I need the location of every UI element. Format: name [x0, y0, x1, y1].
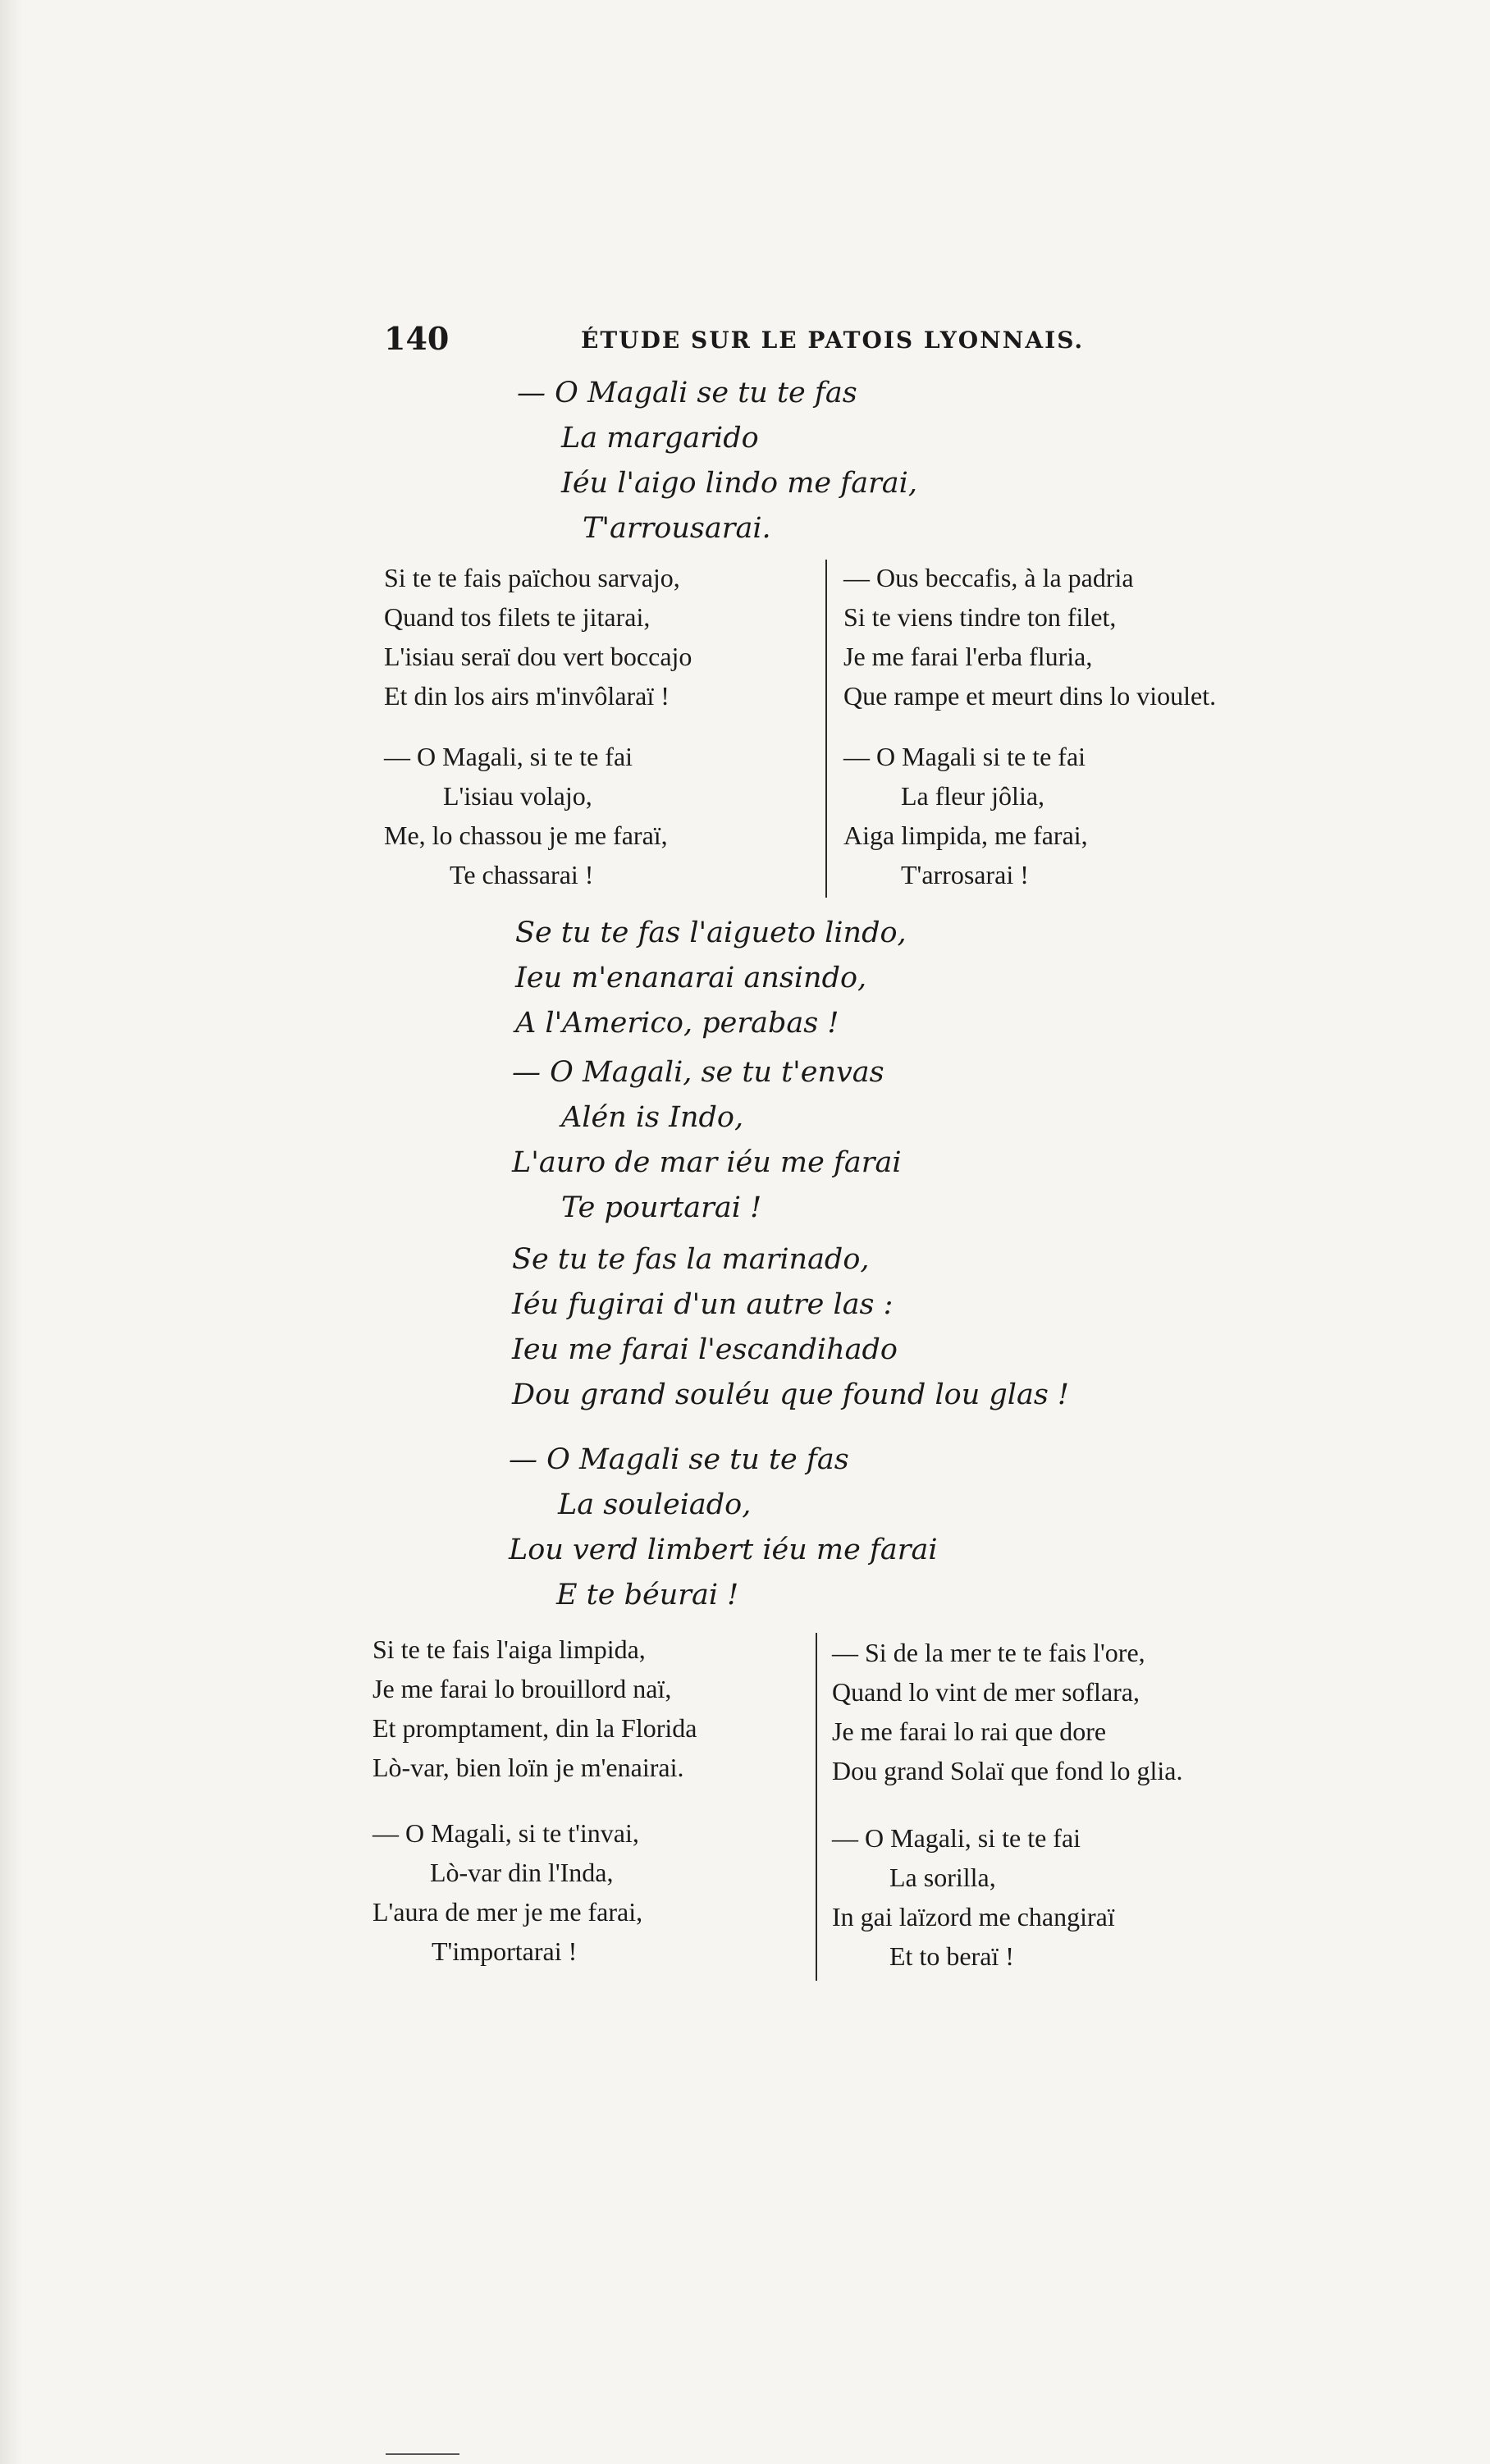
stanza-italic-3 [512, 1050, 902, 1231]
stanza-right-3 [832, 1633, 1182, 1790]
verse-line: T'arrousarai. [583, 512, 771, 545]
stanza-italic-1 [517, 371, 917, 551]
verse-line: Je me farai l'erba fluria, [843, 642, 1093, 671]
verse-line: Se tu te fas l'aigueto lindo, [515, 917, 907, 949]
verse-line: — O Magali se tu te fas [509, 1443, 849, 1476]
verse-line: Si te te fais l'aiga limpida, [372, 1634, 646, 1664]
verse-line: La sorilla, [889, 1863, 996, 1892]
verse-line: — Si de la mer te te fais l'ore, [832, 1638, 1145, 1667]
verse-line: L'isiau seraï dou vert boccajo [384, 642, 692, 671]
verse-line: Iéu fugirai d'un autre las : [512, 1288, 894, 1321]
stanza-left-2 [384, 737, 668, 894]
verse-line: Je me farai lo rai que dore [832, 1717, 1107, 1746]
stanza-italic-2 [515, 911, 907, 1046]
stanza-italic-4 [512, 1237, 1069, 1418]
verse-line: Je me farai lo brouillord naï, [372, 1674, 672, 1703]
stanza-right-4 [832, 1818, 1115, 1976]
verse-line: Quand lo vint de mer soflara, [832, 1677, 1140, 1707]
verse-line: Et to beraï ! [889, 1941, 1014, 1971]
verse-line: La souleiado, [558, 1488, 752, 1521]
verse-line: T'arrosarai ! [901, 860, 1029, 889]
page-edge [0, 0, 23, 2464]
stanza-left-3 [372, 1630, 697, 1787]
verse-line: Aiga limpida, me farai, [843, 821, 1088, 850]
verse-line: Si te viens tindre ton filet, [843, 602, 1117, 632]
verse-line: Dou grand souléu que found lou glas ! [512, 1378, 1069, 1411]
verse-line: La margarido [561, 422, 759, 455]
verse-line: Que rampe et meurt dins lo vioulet. [843, 681, 1217, 711]
verse-line: — Ous beccafis, à la padria [843, 563, 1134, 592]
verse-line: T'importarai ! [432, 1936, 578, 1966]
verse-line: Si te te fais païchou sarvajo, [384, 563, 680, 592]
stanza-italic-5 [509, 1438, 938, 1618]
stanza-right-1 [843, 558, 1216, 715]
verse-line: — O Magali, si te te fai [384, 742, 633, 771]
page-number: 140 [384, 320, 450, 357]
verse-line: A l'Americo, perabas ! [515, 1007, 839, 1040]
verse-line: L'auro de mar iéu me farai [512, 1146, 902, 1179]
verse-line: Lou verd limbert iéu me farai [509, 1534, 938, 1566]
verse-line: Et din los airs m'invôlaraï ! [384, 681, 670, 711]
verse-line: La fleur jôlia, [901, 781, 1045, 811]
column-divider [816, 1633, 817, 1981]
verse-line: E te béurai ! [556, 1579, 739, 1611]
verse-line: — O Magali, se tu t'envas [512, 1056, 884, 1089]
verse-line: Ieu me farai l'escandihado [512, 1333, 898, 1366]
verse-line: L'isiau volajo, [443, 781, 592, 811]
verse-line: Te chassarai ! [450, 860, 594, 889]
bottom-rule [386, 2453, 459, 2455]
stanza-left-4 [372, 1813, 642, 1971]
verse-line: Iéu l'aigo lindo me farai, [561, 467, 917, 500]
verse-line: Te pourtarai ! [561, 1191, 762, 1224]
running-title: ÉTUDE SUR LE PATOIS LYONNAIS. [581, 327, 1085, 354]
verse-line: Me, lo chassou je me faraï, [384, 821, 668, 850]
verse-line: Lò-var din l'Inda, [430, 1858, 614, 1887]
verse-line: — O Magali si te te fai [843, 742, 1086, 771]
verse-line: — O Magali, si te t'invai, [372, 1818, 639, 1848]
verse-line: Ieu m'enanarai ansindo, [515, 962, 867, 994]
stanza-left-1 [384, 558, 692, 715]
verse-line: — O Magali se tu te fas [517, 377, 857, 409]
verse-line: In gai laïzord me changiraï [832, 1902, 1115, 1931]
stanza-right-2 [843, 737, 1088, 894]
verse-line: Quand tos filets te jitarai, [384, 602, 651, 632]
verse-line: Lò-var, bien loïn je m'enairai. [372, 1753, 684, 1782]
verse-line: Et promptament, din la Florida [372, 1713, 697, 1743]
verse-line: Dou grand Solaï que fond lo glia. [832, 1756, 1183, 1785]
verse-line: Se tu te fas la marinado, [512, 1243, 870, 1276]
running-header [384, 318, 1328, 359]
column-divider [825, 560, 827, 898]
verse-line: Alén is Indo, [561, 1101, 744, 1134]
verse-line: — O Magali, si te te fai [832, 1823, 1081, 1853]
verse-line: L'aura de mer je me farai, [372, 1897, 643, 1927]
